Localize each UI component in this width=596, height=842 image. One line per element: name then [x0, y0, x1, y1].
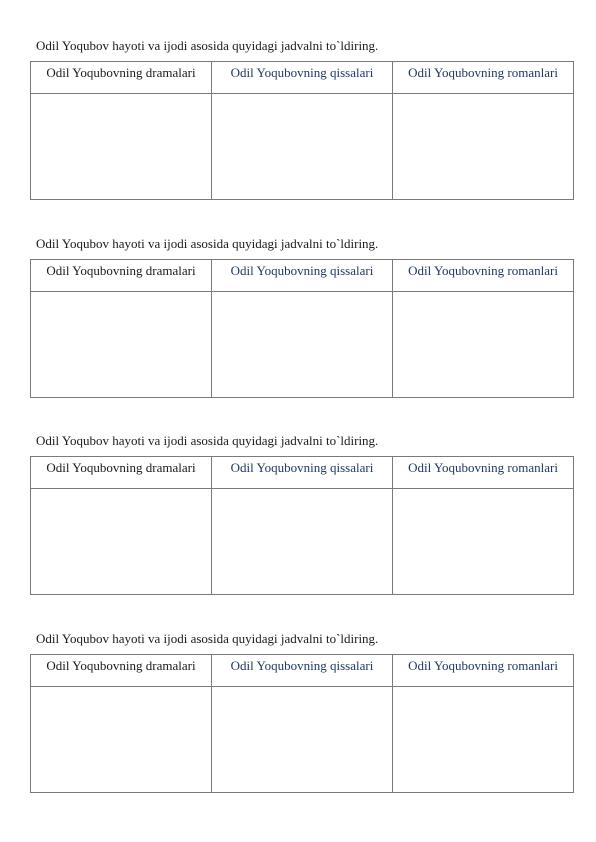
instruction-text: Odil Yoqubov hayoti va ijodi asosida quyidagi jadvalni to`ldiring. — [36, 433, 379, 448]
header-romanlari: Odil Yoqubovning romanlari — [393, 457, 574, 489]
header-qissalari: Odil Yoqubovning qissalari — [212, 457, 393, 489]
header-romanlari: Odil Yoqubovning romanlari — [393, 260, 574, 292]
answer-cell-dramalari[interactable] — [31, 94, 212, 200]
answer-cell-romanlari[interactable] — [393, 94, 574, 200]
answer-cell-romanlari[interactable] — [393, 292, 574, 398]
instruction-text: Odil Yoqubov hayoti va ijodi asosida quyidagi jadvalni to`ldiring. — [36, 38, 379, 53]
instruction-text: Odil Yoqubov hayoti va ijodi asosida quyidagi jadvalni to`ldiring. — [36, 631, 379, 646]
header-dramalari: Odil Yoqubovning dramalari — [31, 260, 212, 292]
worksheet-block-1 — [30, 38, 573, 200]
answer-cell-dramalari[interactable] — [31, 687, 212, 793]
worksheet-table — [30, 456, 574, 595]
worksheet-table — [30, 259, 574, 398]
header-dramalari: Odil Yoqubovning dramalari — [31, 457, 212, 489]
table-answer-row — [31, 687, 574, 793]
answer-cell-qissalari[interactable] — [212, 489, 393, 595]
answer-cell-dramalari[interactable] — [31, 292, 212, 398]
worksheet-block-2 — [30, 236, 573, 398]
header-dramalari: Odil Yoqubovning dramalari — [31, 655, 212, 687]
answer-cell-romanlari[interactable] — [393, 687, 574, 793]
worksheet-table — [30, 61, 574, 200]
answer-cell-qissalari[interactable] — [212, 292, 393, 398]
answer-cell-romanlari[interactable] — [393, 489, 574, 595]
header-romanlari: Odil Yoqubovning romanlari — [393, 62, 574, 94]
instruction-text: Odil Yoqubov hayoti va ijodi asosida quyidagi jadvalni to`ldiring. — [36, 236, 379, 251]
answer-cell-qissalari[interactable] — [212, 687, 393, 793]
answer-cell-qissalari[interactable] — [212, 94, 393, 200]
header-romanlari: Odil Yoqubovning romanlari — [393, 655, 574, 687]
header-dramalari: Odil Yoqubovning dramalari — [31, 62, 212, 94]
table-header-row — [31, 655, 574, 687]
table-header-row — [31, 260, 574, 292]
header-qissalari: Odil Yoqubovning qissalari — [212, 62, 393, 94]
header-qissalari: Odil Yoqubovning qissalari — [212, 655, 393, 687]
table-header-row — [31, 62, 574, 94]
header-qissalari: Odil Yoqubovning qissalari — [212, 260, 393, 292]
table-header-row — [31, 457, 574, 489]
table-answer-row — [31, 94, 574, 200]
table-answer-row — [31, 292, 574, 398]
answer-cell-dramalari[interactable] — [31, 489, 212, 595]
worksheet-block-4 — [30, 631, 573, 793]
worksheet-block-3 — [30, 433, 573, 595]
worksheet-table — [30, 654, 574, 793]
table-answer-row — [31, 489, 574, 595]
